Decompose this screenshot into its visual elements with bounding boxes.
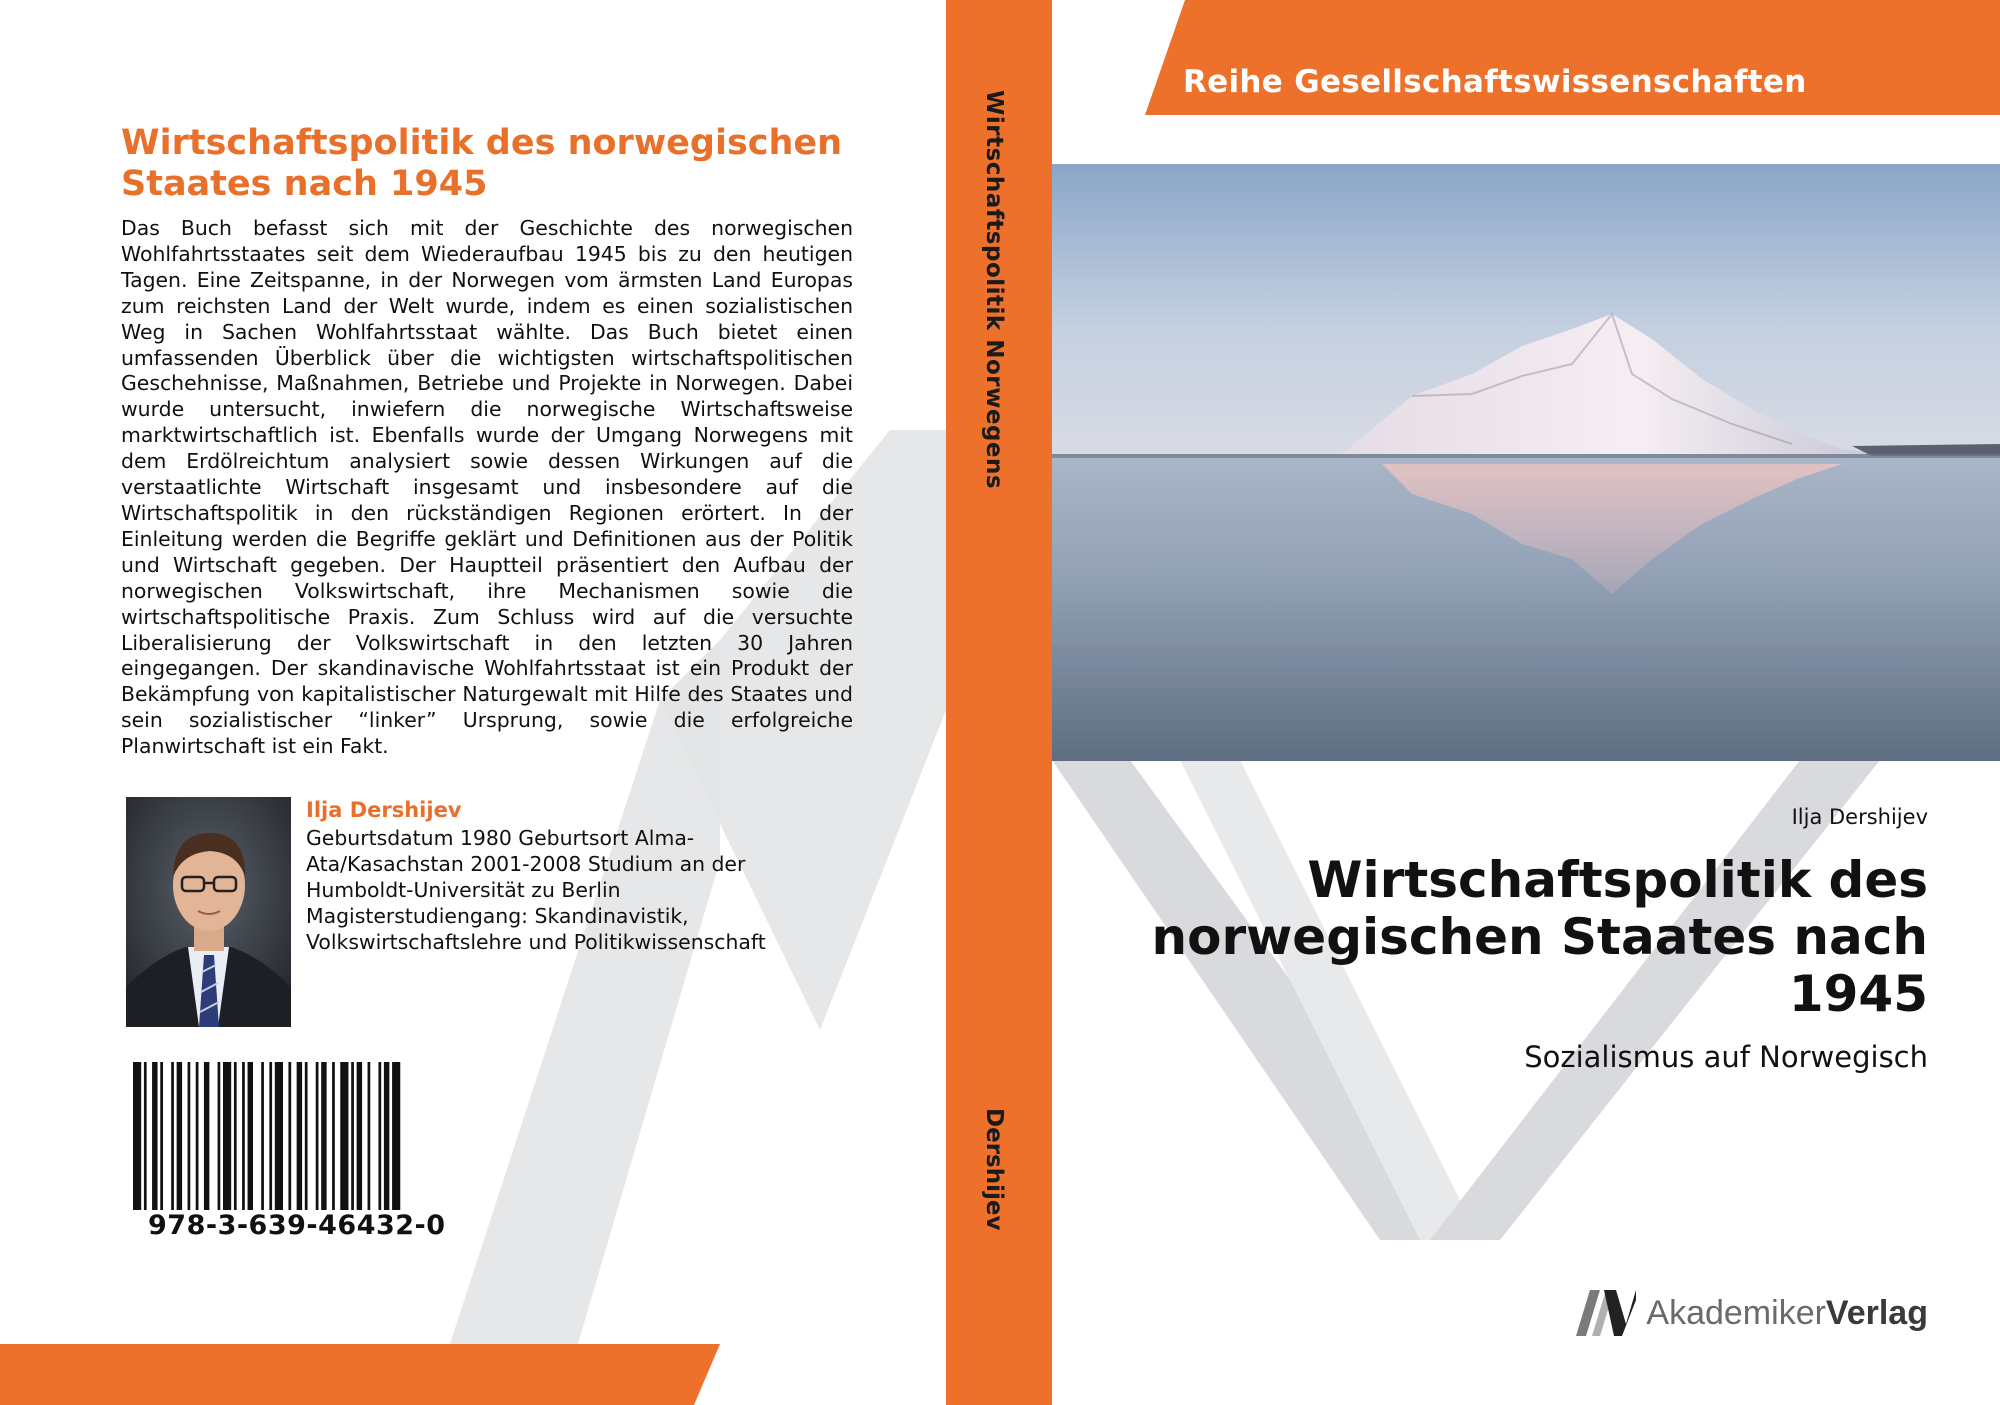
spine-author: Dershijev (981, 1108, 1007, 1231)
publisher-name-part2: Verlag (1825, 1293, 1928, 1332)
barcode-bar (188, 1062, 191, 1210)
barcode-bar (269, 1062, 272, 1210)
barcode-bar (316, 1062, 319, 1210)
barcode-bar (357, 1062, 362, 1210)
cover-photo-mountain (1052, 164, 2000, 761)
barcode-bar (368, 1062, 371, 1210)
author-bio: Geburtsdatum 1980 Geburtsort Alma-Ata/Kasachstan 2001-2008 Studium an der Humboldt-Universität zu Berlin Magisterstudiengang: Skandinavistik, Volkswirtschaftslehre und Politikwissenschaft (306, 826, 766, 954)
publisher-logo (1576, 1288, 1928, 1338)
publisher-name-part1: Akademiker (1646, 1293, 1826, 1332)
back-cover-blurb: Das Buch befasst sich mit der Geschichte des norwegischen Wohlfahrtsstaates seit dem Wiederaufbau 1945 bis zu den heutigen Tagen. Eine Zeitspanne, in der Norwegen vom ärmsten Land Europas zum reichsten Land der Welt wurde, indem es einen sozialistischen Weg in Sachen Wohlfahrtsstaat wählte. Das Buch bietet einen umfassenden Überblick über die wichtigsten wirtschaftspolitischen Geschehnisse, Maßnahmen, Betriebe und Projekte in Norwegen. Dabei wurde untersucht, inwiefern die norwegische Wirtschaftsweise marktwirtschaftlich ist. Ebenfalls wurde der Umgang Norwegens mit dem Erdölreichtum analysiert sowie dessen Wirkungen auf die verstaatlichte Wirtschaft insgesamt und insbesondere auf die Wirtschaftspolitik in den rückständigen Regionen erörtert. In der Einleitung werden die Begriffe geklärt und Definitionen aus der Politik und Wirtschaft gegeben. Der Hauptteil präsentiert den Aufbau der norwegischen Volkswirtschaft, ihre Mechanismen sowie die wirtschaftspolitische Praxis. Zum Schluss wird auf die versuchte Liberalisierung der Volkswirtschaft in den letzten 30 Jahren eingegangen. Der skandinavische Wohlfahrtsstaat ist ein Produkt der Bekämpfung von kapitalistischer Naturgewalt mit Hilfe des Staates und sein sozialistischer “linker” Ursprung, sowie die erfolgreiche Planwirtschaft ist ein Fakt. (121, 216, 853, 759)
barcode-bar (297, 1062, 302, 1210)
back-cover-bottom-bar (0, 1344, 720, 1405)
front-author-name: Ilja Dershijev (1791, 805, 1928, 829)
akademikerverlag-icon (1576, 1290, 1636, 1336)
author-photo (126, 797, 291, 1027)
barcode-bar (223, 1062, 231, 1210)
barcode-bar (288, 1062, 291, 1210)
back-author-name: Ilja Dershijev (306, 798, 462, 822)
barcode-bar (305, 1062, 308, 1210)
series-title: Reihe Gesellschaftswissenschaften (1183, 64, 1807, 100)
barcode-bar (321, 1062, 326, 1210)
book-spine (946, 0, 1052, 1405)
front-cover-title: Wirtschaftspolitik des norwegischen Staates nach 1945 (1151, 851, 1928, 1023)
barcode-bar (340, 1062, 348, 1210)
barcode-bar (171, 1062, 174, 1210)
barcode-bar (196, 1062, 199, 1210)
barcode-bar (332, 1062, 335, 1210)
barcode-bar (177, 1062, 182, 1210)
isbn-barcode (133, 1062, 403, 1210)
barcode-bar (378, 1062, 381, 1210)
back-cover-title: Wirtschaftspolitik des norwegischen Staates nach 1945 (121, 123, 843, 204)
barcode-bar (204, 1062, 209, 1210)
barcode-bar (351, 1062, 354, 1210)
barcode-bar (133, 1062, 141, 1210)
barcode-bar (384, 1062, 389, 1210)
barcode-bar (261, 1062, 264, 1210)
spine-title: Wirtschaftspolitik Norwegens (981, 90, 1007, 490)
barcode-bar (160, 1062, 163, 1210)
barcode-bar (152, 1062, 157, 1210)
isbn-number: 978-3-639-46432-0 (148, 1210, 446, 1241)
front-cover-subtitle: Sozialismus auf Norwegisch (1524, 1040, 1928, 1074)
barcode-bar (248, 1062, 253, 1210)
barcode-bar (275, 1062, 283, 1210)
barcode-bar (392, 1062, 400, 1210)
barcode-bar (242, 1062, 245, 1210)
barcode-bar (234, 1062, 237, 1210)
barcode-bar (144, 1062, 147, 1210)
barcode-bar (218, 1062, 221, 1210)
